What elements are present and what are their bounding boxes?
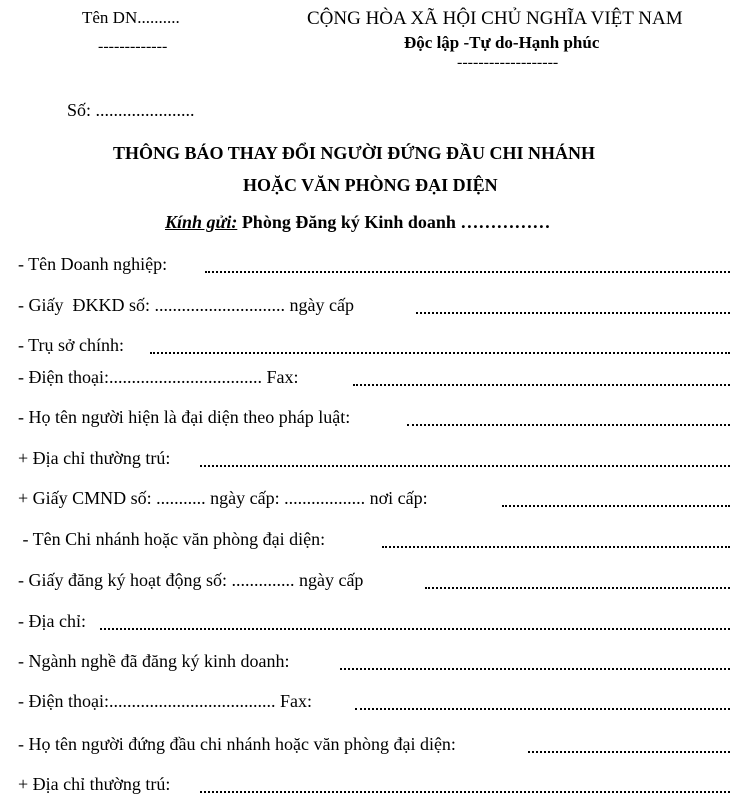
field-legal-rep-label: - Họ tên người hiện là đại diện theo pháp luật: [18,407,351,427]
field-phone-label: - Điện thoại:.................................. Fax: [18,367,299,387]
national-title: CỘNG HÒA XÃ HỘI CHỦ NGHĨA VIỆT NAM [307,8,683,29]
field-head-address-label: + Địa chỉ thường trú: [18,774,171,794]
field-branch-head-label: - Họ tên người đứng đầu chi nhánh hoặc văn phòng đại diện: [18,734,456,754]
field-business-lines-label: - Ngành nghề đã đăng ký kinh doanh: [18,651,290,671]
field-address-label: + Địa chỉ thường trú: [18,448,171,468]
field-head-office-blank[interactable] [150,352,730,354]
field-company-name-blank[interactable] [205,271,730,273]
company-separator: ------------- [98,38,168,55]
document-number: Số: ...................... [67,100,195,120]
field-legal-rep-blank[interactable] [407,424,730,426]
field-branch-phone-label: - Điện thoại:..................................... Fax: [18,691,312,711]
recipient-prefix: Kính gửi: [165,212,238,232]
field-business-lines-blank[interactable] [340,668,730,670]
field-branch-head-blank[interactable] [528,751,730,753]
field-head-office-label: - Trụ sở chính: [18,335,125,355]
field-id-place-blank[interactable] [502,505,730,507]
field-branch-fax-blank[interactable] [355,708,730,710]
field-operation-date-blank[interactable] [425,587,730,589]
national-motto: Độc lập -Tự do-Hạnh phúc [404,33,600,52]
recipient-line [165,212,550,233]
field-branch-name-label: - Tên Chi nhánh hoặc văn phòng đại diện: [18,529,326,549]
field-id-card-label: + Giấy CMND số: ........... ngày cấp: .................. nơi cấp: [18,488,428,508]
field-branch-address-label: - Địa chỉ: [18,611,86,631]
company-name-label: Tên DN.......... [82,8,180,27]
field-company-name-label: - Tên Doanh nghiệp: [18,254,168,274]
field-operation-license-label: - Giấy đăng ký hoạt động số: .............. ngày cấp [18,570,364,590]
recipient-body: Phòng Đăng ký Kinh doanh …………… [237,212,551,232]
field-license-no-label: - Giấy ĐKKD số: ............................. ngày cấp [18,295,354,315]
motto-separator: ------------------- [457,54,559,71]
field-branch-address-blank[interactable] [100,628,730,630]
field-address-blank[interactable] [200,465,730,467]
field-branch-name-blank[interactable] [382,546,730,548]
field-license-date-blank[interactable] [416,312,730,314]
field-head-address-blank[interactable] [200,791,730,793]
document-title-line1: THÔNG BÁO THAY ĐỔI NGƯỜI ĐỨNG ĐẦU CHI NHÁNH [113,143,596,163]
field-fax-blank[interactable] [353,384,730,386]
document-title-line2: HOẶC VĂN PHÒNG ĐẠI DIỆN [243,175,498,195]
